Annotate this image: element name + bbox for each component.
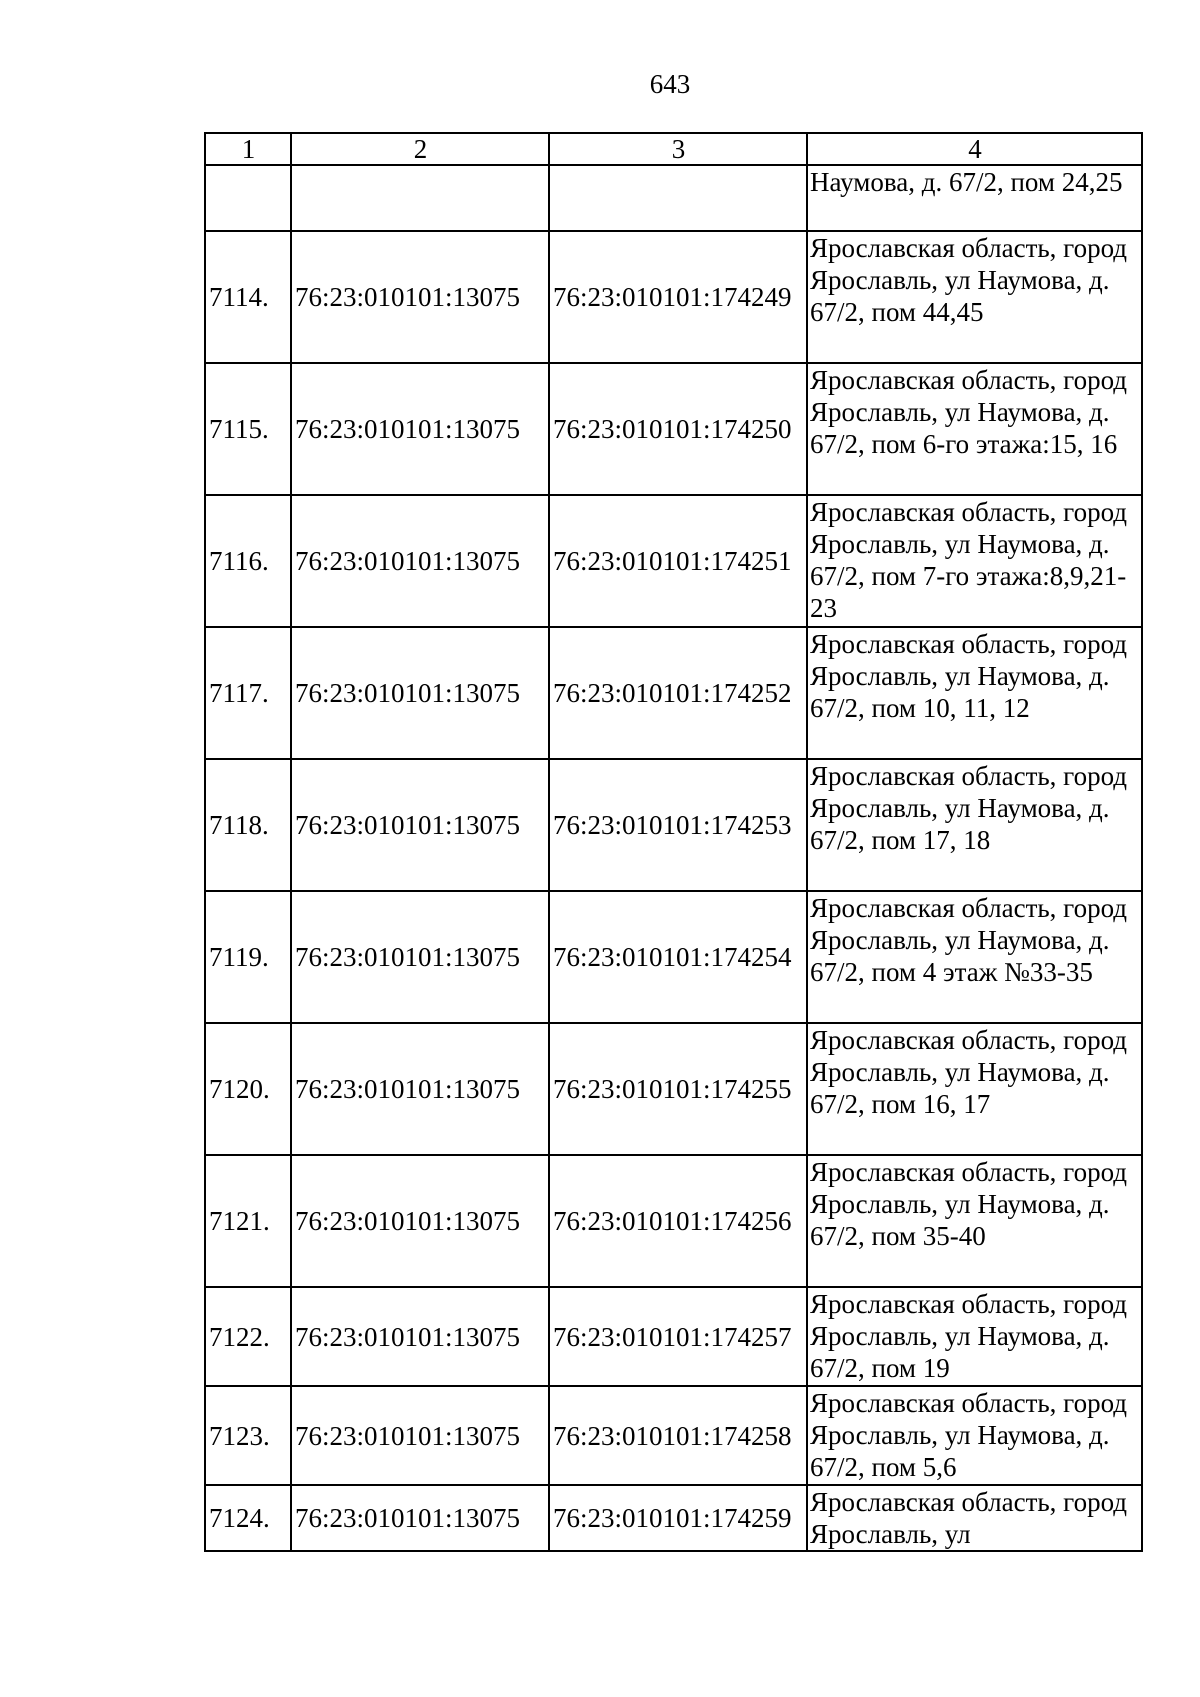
row-number-cell: 7120. [205, 1023, 291, 1155]
parent-cadastral-number-cell: 76:23:010101:13075 [291, 1155, 549, 1287]
table-row [205, 1386, 1142, 1485]
table-row [205, 891, 1142, 1023]
table-row [205, 231, 1142, 363]
parent-cadastral-number-cell: 76:23:010101:13075 [291, 231, 549, 363]
cadastral-number-cell: 76:23:010101:174259 [549, 1485, 807, 1551]
row-number-cell: 7115. [205, 363, 291, 495]
address-cell: Ярославская область, город Ярославль, ул Наумова, д. 67/2, пом 44,45 [807, 231, 1142, 363]
parent-cadastral-number-cell: 76:23:010101:13075 [291, 1485, 549, 1551]
parent-cadastral-number-cell [291, 165, 549, 231]
row-number-cell: 7118. [205, 759, 291, 891]
row-number-cell: 7114. [205, 231, 291, 363]
row-number-cell: 7124. [205, 1485, 291, 1551]
address-cell: Наумова, д. 67/2, пом 24,25 [807, 165, 1142, 231]
row-number-cell: 7123. [205, 1386, 291, 1485]
table-row [205, 759, 1142, 891]
address-cell: Ярославская область, город Ярославль, ул Наумова, д. 67/2, пом 17, 18 [807, 759, 1142, 891]
address-cell: Ярославская область, город Ярославль, ул Наумова, д. 67/2, пом 4 этаж №33-35 [807, 891, 1142, 1023]
address-cell: Ярославская область, город Ярославль, ул Наумова, д. 67/2, пом 7-го этажа:8,9,21-23 [807, 495, 1142, 627]
parent-cadastral-number-cell: 76:23:010101:13075 [291, 891, 549, 1023]
address-cell: Ярославская область, город Ярославль, ул Наумова, д. 67/2, пом 6-го этажа:15, 16 [807, 363, 1142, 495]
address-cell: Ярославская область, город Ярославль, ул Наумова, д. 67/2, пом 10, 11, 12 [807, 627, 1142, 759]
cadastral-number-cell: 76:23:010101:174255 [549, 1023, 807, 1155]
table-row [205, 1485, 1142, 1551]
parent-cadastral-number-cell: 76:23:010101:13075 [291, 363, 549, 495]
address-cell: Ярославская область, город Ярославль, ул [807, 1485, 1142, 1551]
table-row [205, 165, 1142, 231]
row-number-cell: 7116. [205, 495, 291, 627]
cadastral-number-cell: 76:23:010101:174252 [549, 627, 807, 759]
cadastral-number-cell [549, 165, 807, 231]
row-number-cell: 7122. [205, 1287, 291, 1386]
cadastral-number-cell: 76:23:010101:174256 [549, 1155, 807, 1287]
parent-cadastral-number-cell: 76:23:010101:13075 [291, 495, 549, 627]
registry-table [204, 132, 1143, 1552]
cadastral-number-cell: 76:23:010101:174250 [549, 363, 807, 495]
cadastral-number-cell: 76:23:010101:174254 [549, 891, 807, 1023]
cadastral-number-cell: 76:23:010101:174258 [549, 1386, 807, 1485]
parent-cadastral-number-cell: 76:23:010101:13075 [291, 1287, 549, 1386]
cadastral-number-cell: 76:23:010101:174251 [549, 495, 807, 627]
parent-cadastral-number-cell: 76:23:010101:13075 [291, 1386, 549, 1485]
address-cell: Ярославская область, город Ярославль, ул Наумова, д. 67/2, пом 35-40 [807, 1155, 1142, 1287]
table-header-row [205, 133, 1142, 165]
parent-cadastral-number-cell: 76:23:010101:13075 [291, 759, 549, 891]
table-row [205, 363, 1142, 495]
parent-cadastral-number-cell: 76:23:010101:13075 [291, 1023, 549, 1155]
table-row [205, 1155, 1142, 1287]
cadastral-number-cell: 76:23:010101:174257 [549, 1287, 807, 1386]
parent-cadastral-number-cell: 76:23:010101:13075 [291, 627, 549, 759]
header-cell-1: 1 [205, 133, 291, 165]
table-row [205, 495, 1142, 627]
address-cell: Ярославская область, город Ярославль, ул Наумова, д. 67/2, пом 19 [807, 1287, 1142, 1386]
page-number: 643 [649, 69, 691, 99]
table-row [205, 1287, 1142, 1386]
address-cell: Ярославская область, город Ярославль, ул Наумова, д. 67/2, пом 5,6 [807, 1386, 1142, 1485]
table-row [205, 627, 1142, 759]
row-number-cell: 7119. [205, 891, 291, 1023]
address-cell: Ярославская область, город Ярославль, ул Наумова, д. 67/2, пом 16, 17 [807, 1023, 1142, 1155]
header-cell-2: 2 [291, 133, 549, 165]
cadastral-number-cell: 76:23:010101:174253 [549, 759, 807, 891]
header-cell-3: 3 [549, 133, 807, 165]
table-row [205, 1023, 1142, 1155]
cadastral-number-cell: 76:23:010101:174249 [549, 231, 807, 363]
row-number-cell [205, 165, 291, 231]
header-cell-4: 4 [807, 133, 1142, 165]
row-number-cell: 7117. [205, 627, 291, 759]
row-number-cell: 7121. [205, 1155, 291, 1287]
